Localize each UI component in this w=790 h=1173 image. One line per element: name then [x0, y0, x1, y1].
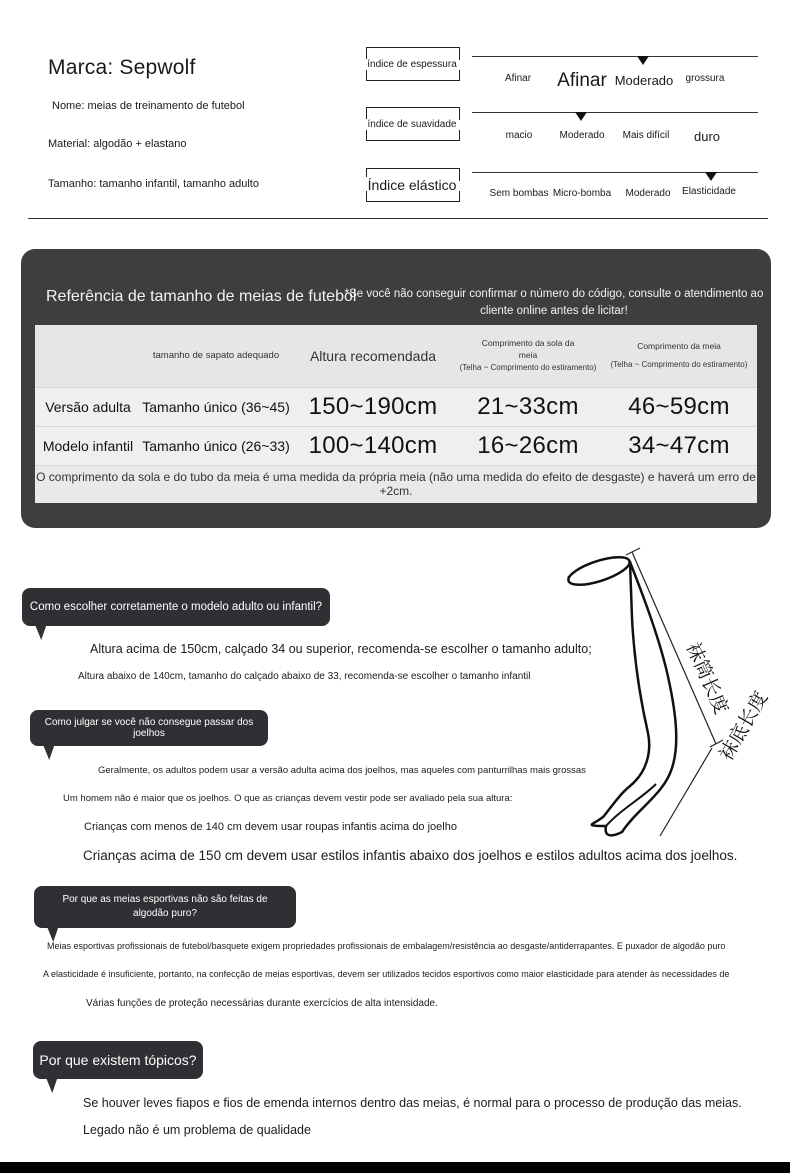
sole-length-guide: [660, 748, 712, 836]
size-table-note: *Se você não conseguir confirmar o número do código, consulte o atendimento ao cliente online antes de licitar!: [344, 288, 764, 317]
elastic-index-label: Índice elástico: [366, 168, 458, 202]
softness-index-label: índice de suavidade: [366, 107, 458, 141]
elastic-marker: [705, 172, 717, 181]
elastic-option: Moderado: [625, 188, 671, 199]
header-sock-label: Comprimento da meia: [637, 341, 721, 352]
sock-opening: [565, 552, 632, 591]
elastic-option: Sem bombas: [489, 188, 549, 199]
section-divider: [28, 218, 768, 219]
header-shoe: tamanho de sapato adequado: [141, 325, 291, 387]
faq-3-line-1: Meias esportivas profissionais de futebol/basquete exigem propriedades profissionais de embalagem/resistência ao desgaste/antiderrapantes. E puxador de algodão puro: [47, 941, 726, 951]
sock-outline: [568, 561, 676, 835]
size-table-footnote: O comprimento da sola e do tubo da meia é uma medida da própria meia (não uma medida do efeito de desgaste) e haverá um erro de +2cm.: [35, 465, 757, 503]
size-reference-panel: [21, 249, 771, 528]
faq-2-line-2: Um homem não é maior que os joelhos. O que as crianças devem vestir pode ser avaliado pela sua altura:: [63, 793, 513, 804]
row-height: 150~190cm: [291, 387, 455, 426]
row-sole: 16~26cm: [455, 426, 601, 465]
row-sole: 21~33cm: [455, 387, 601, 426]
size-table: [35, 325, 757, 503]
product-size: Tamanho: tamanho infantil, tamanho adulto: [48, 178, 259, 190]
faq-4-line-2: Legado não é um problema de qualidade: [83, 1123, 311, 1137]
faq-question-1: Como escolher corretamente o modelo adulto ou infantil?: [22, 588, 330, 626]
header-sole-label: Comprimento da sola da meia: [481, 338, 575, 361]
row-sock: 34~47cm: [601, 426, 757, 465]
row-sock: 46~59cm: [601, 387, 757, 426]
brand-title: Marca: Sepwolf: [48, 56, 196, 79]
thickness-scale-line: [472, 56, 758, 57]
bottom-bar: [0, 1162, 790, 1173]
thickness-index-label: índice de espessura: [366, 47, 458, 81]
row-shoe: Tamanho único (26~33): [141, 426, 291, 465]
product-material: Material: algodão + elastano: [48, 138, 187, 150]
table-row: [35, 426, 757, 465]
faq-1-line-1: Altura acima de 150cm, calçado 34 ou superior, recomenda-se escolher o tamanho adulto;: [90, 642, 592, 656]
faq-question-3: Por que as meias esportivas não são feitas de algodão puro?: [34, 886, 296, 928]
faq-2-line-1: Geralmente, os adultos podem usar a versão adulta acima dos joelhos, mas aqueles com panturrilhas mais grossas: [98, 765, 586, 776]
size-table-footnote-row: [35, 465, 757, 503]
size-table-header: [35, 325, 757, 387]
faq-4-line-1: Se houver leves fiapos e fios de emenda internos dentro das meias, é normal para o processo de produção das meias.: [83, 1096, 742, 1110]
faq-1-line-2: Altura abaixo de 140cm, tamanho do calçado abaixo de 33, recomenda-se escolher o tamanho infantil: [78, 671, 531, 682]
faq-2-line-3: Crianças com menos de 140 cm devem usar roupas infantis acima do joelho: [84, 821, 457, 833]
thickness-option: Afinar: [504, 73, 532, 84]
faq-3-line-2: A elasticidade é insuficiente, portanto, na confecção de meias esportivas, devem ser utilizados tecidos esportivos como maior elasticidade para atender às necessidades de: [43, 969, 730, 979]
header-sole: [455, 325, 601, 387]
row-shoe: Tamanho único (36~45): [141, 387, 291, 426]
elastic-option: Micro-bomba: [552, 188, 612, 199]
header-sole-sub: (Telha ~ Comprimento do estiramento): [459, 363, 597, 373]
header-sock-sub: (Telha ~ Comprimento do estiramento): [610, 360, 748, 370]
thickness-option-selected: Moderado: [614, 73, 674, 88]
row-name: Modelo infantil: [35, 426, 141, 465]
softness-option: macio: [505, 130, 533, 141]
softness-option: Mais difícil: [622, 130, 670, 141]
header-sock: [601, 325, 757, 387]
row-name: Versão adulta: [35, 387, 141, 426]
softness-scale-line: [472, 112, 758, 113]
product-name: Nome: meias de treinamento de futebol: [52, 100, 245, 112]
header-height: Altura recomendada: [291, 325, 455, 387]
table-row: [35, 387, 757, 426]
row-height: 100~140cm: [291, 426, 455, 465]
header-empty: [35, 325, 141, 387]
sock-diagram: [560, 548, 773, 848]
thickness-option: Afinar: [557, 70, 607, 91]
softness-option-selected: Moderado: [559, 130, 605, 141]
faq-question-2: Como julgar se você não consegue passar dos joelhos: [30, 710, 268, 746]
sole-length-label: 袜底长度: [715, 687, 773, 765]
softness-option: duro: [693, 129, 721, 144]
faq-2-line-4: Crianças acima de 150 cm devem usar estilos infantis abaixo dos joelhos e estilos adultos acima dos joelhos.: [83, 848, 738, 863]
elastic-option-selected: Elasticidade: [682, 186, 736, 197]
thickness-option: grossura: [685, 73, 725, 84]
faq-3-line-3: Várias funções de proteção necessárias durante exercícios de alta intensidade.: [86, 998, 438, 1009]
sock-length-label: 袜筒长度: [681, 639, 733, 718]
size-table-title: Referência de tamanho de meias de futebol: [46, 288, 357, 305]
faq-question-4: Por que existem tópicos?: [33, 1041, 203, 1079]
softness-marker: [575, 112, 587, 121]
thickness-marker: [637, 56, 649, 65]
